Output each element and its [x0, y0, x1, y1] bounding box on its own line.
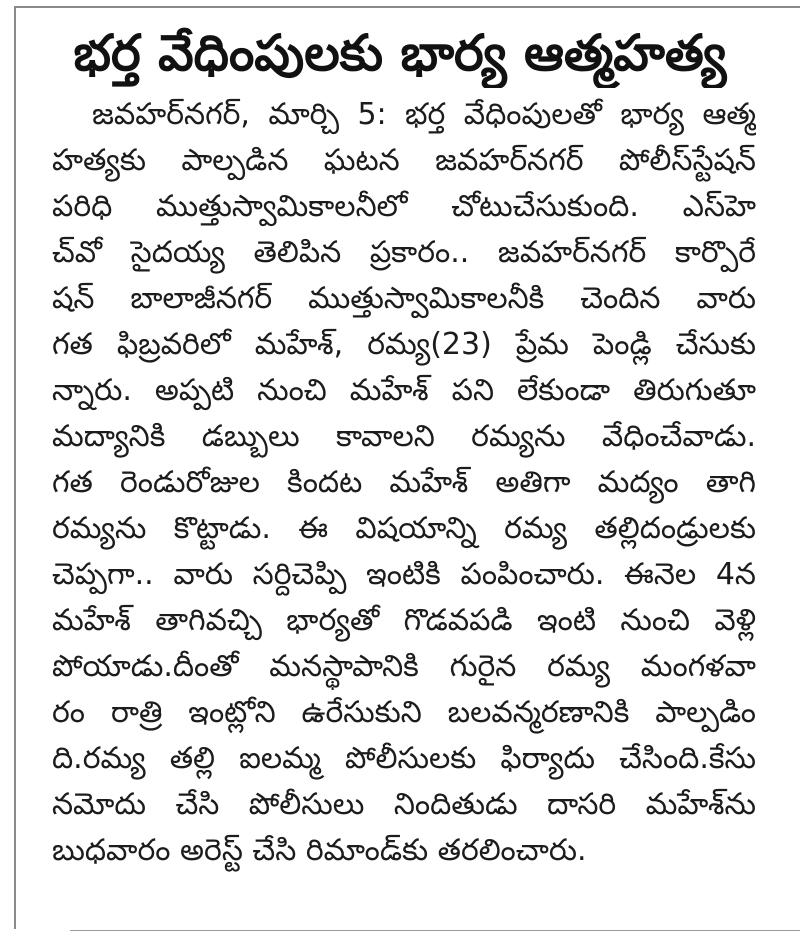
article-line: హత్యకు పాల్పడిన ఘటన జవహర్‌నగర్ పోలీస్‌స్టేషన్ [52, 143, 756, 178]
article-line: ది.రమ్య తల్లి ఐలమ్మ పోలీసులకు ఫిర్యాదు చేసింది.కేసు [52, 741, 756, 776]
article-line: రం రాత్రి ఇంట్లోని ఉరేసుకుని బలవన్మరణానికి పాల్పడిం [52, 695, 756, 730]
article-line: జవహర్‌నగర్, మార్చి 5: భర్త వేధింపులతో భార్య ఆత్మ [92, 97, 756, 132]
article-line: గత రెండురోజుల కిందట మహేశ్ అతిగా మద్యం తాగి [52, 465, 756, 500]
article-line: పోయాడు.దీంతో మనస్థాపానికి గురైన రమ్య మంగళవా [52, 649, 756, 684]
left-border-rule [14, 6, 16, 929]
article-line: పరిధి ముత్తుస్వామికాలనీలో చోటుచేసుకుంది. ఎస్‌హె [52, 189, 756, 224]
article-line: గత ఫిబ్రవరిలో మహేశ్, రమ్య(23) ప్రేమ పెండ్లి చేసుకు [52, 327, 756, 362]
article-body [52, 92, 756, 874]
article-line: నమోదు చేసి పోలీసులు నిందితుడు దాసరి మహేశ్‌ను [52, 787, 756, 822]
article-line: మద్యానికి డబ్బులు కావాలని రమ్యను వేధించేవాడు. [52, 419, 756, 454]
bottom-border-rule [70, 930, 800, 931]
top-border-rule [14, 6, 800, 8]
article-line: చెప్పగా.. వారు సర్దిచెప్పి ఇంటికి పంపించారు. ఈనెల 4న [52, 557, 756, 592]
article-line: బుధవారం అరెస్ట్ చేసి రిమాండ్‌కు తరలించారు. [52, 833, 587, 868]
article-line: రమ్యను కొట్టాడు. ఈ విషయాన్ని రమ్య తల్లిదండ్రులకు [52, 511, 756, 546]
article-line: మహేశ్ తాగివచ్చి భార్యతో గొడవపడి ఇంటి నుంచి వెళ్లి [52, 603, 756, 638]
article-line: న్నారు. అప్పటి నుంచి మహేశ్ పని లేకుండా తిరుగుతూ [52, 373, 756, 408]
article-line: చ్‌వో సైదయ్య తెలిపిన ప్రకారం.. జవహర్‌నగర్ కార్పొరే [52, 235, 756, 270]
article-line: షన్ బాలాజీనగర్ ముత్తుస్వామికాలనీకి చెందిన వారు [52, 281, 756, 316]
article-headline: భర్త వేధింపులకు భార్య ఆత్మహత్య [73, 24, 727, 82]
